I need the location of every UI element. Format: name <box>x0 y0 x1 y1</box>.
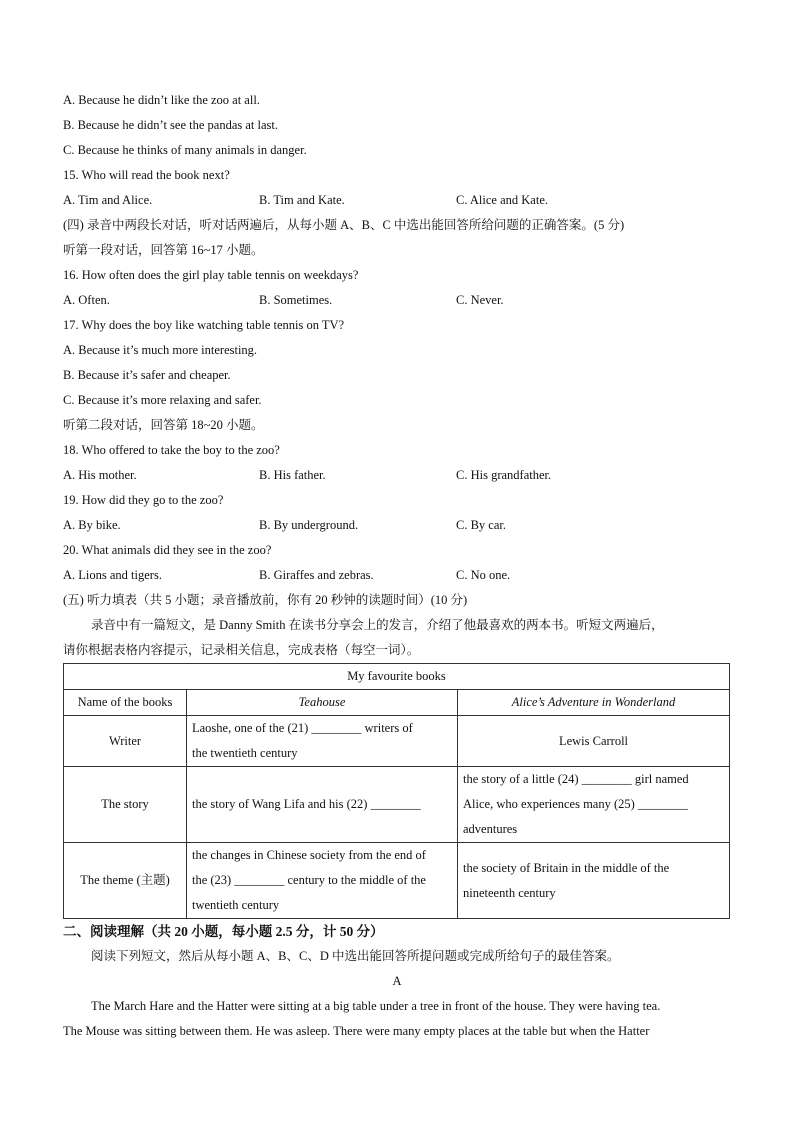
q20-options <box>63 563 731 588</box>
q19-question: 19. How did they go to the zoo? <box>63 493 224 507</box>
theme-teahouse-line1: the changes in Chinese society from the end of <box>192 848 426 862</box>
story-alice-line2: Alice, who experiences many (25) ________ <box>463 797 688 811</box>
q19-option-c: C. By car. <box>456 518 506 532</box>
header-name-of-books: Name of the books <box>64 690 187 716</box>
q17-option-c: C. Because it’s more relaxing and safer. <box>63 393 262 407</box>
theme-alice-line2: nineteenth century <box>463 885 556 900</box>
theme-teahouse-line3: twentieth century <box>192 898 280 912</box>
row-label-story: The story <box>64 767 187 843</box>
passage-label: A <box>392 974 402 988</box>
q15-option-b: B. Tim and Kate. <box>259 193 345 207</box>
writer-teahouse-line1: Laoshe, one of the (21) ________ writers of <box>192 721 413 735</box>
table-row-story <box>64 767 730 843</box>
writer-teahouse <box>187 716 458 767</box>
q18-option-a: A. His mother. <box>63 468 137 482</box>
table-caption: My favourite books <box>64 664 730 690</box>
story-alice <box>458 767 730 843</box>
q17-option-b: B. Because it’s safer and cheaper. <box>63 368 231 382</box>
q19-options <box>63 513 731 538</box>
story-alice-line3: adventures <box>463 822 518 836</box>
q20-option-c: C. No one. <box>456 568 511 582</box>
q17-option-a: A. Because it’s much more interesting. <box>63 343 258 357</box>
q19-option-b: B. By underground. <box>259 518 359 532</box>
writer-alice: Lewis Carroll <box>458 716 730 767</box>
theme-teahouse-line2: the (23) ________ century to the middle of the <box>192 873 426 887</box>
table-row-theme <box>64 843 730 919</box>
dialogue2-intro: 听第二段对话，回答第 18~20 小题。 <box>63 418 264 432</box>
favourite-books-table <box>63 663 730 919</box>
q20-option-b: B. Giraffes and zebras. <box>259 568 374 582</box>
q16-option-b: B. Sometimes. <box>259 293 333 307</box>
theme-alice <box>458 843 730 919</box>
writer-teahouse-line2: the twentieth century <box>192 746 298 760</box>
theme-teahouse <box>187 843 458 919</box>
story-teahouse: the story of Wang Lifa and his (22) ________ <box>187 767 458 843</box>
header-alice: Alice’s Adventure in Wonderland <box>458 690 730 716</box>
table-caption-row <box>64 664 730 690</box>
q16-options <box>63 288 731 313</box>
story-alice-line1: the story of a little (24) ________ girl named <box>463 772 689 786</box>
passage-line-2: The Mouse was sitting between them. He was asleep. There were many empty places at the table but when the Hatter <box>63 1024 650 1038</box>
part5-instructions-2: 请你根据表格内容提示，记录相关信息，完成表格（每空一词）。 <box>63 643 420 657</box>
q18-question: 18. Who offered to take the boy to the zoo? <box>63 443 280 457</box>
part5-instructions-1: 录音中有一篇短文，是 Danny Smith 在读书分享会上的发言，介绍了他最喜欢的两本书。听短文两遍后， <box>91 618 664 632</box>
q18-options <box>63 463 731 488</box>
q16-question: 16. How often does the girl play table tennis on weekdays? <box>63 268 359 282</box>
table-row-writer <box>64 716 730 767</box>
row-label-writer: Writer <box>64 716 187 767</box>
reading-instructions: 阅读下列短文，然后从每小题 A、B、C、D 中选出能回答所提问题或完成所给句子的最佳答案。 <box>91 949 620 963</box>
exam-page <box>63 88 731 1044</box>
q17-question: 17. Why does the boy like watching table tennis on TV? <box>63 318 345 332</box>
dialogue1-intro: 听第一段对话，回答第 16~17 小题。 <box>63 243 264 257</box>
passage-line-1: The March Hare and the Hatter were sitting at a big table under a tree in front of the house. They were having tea. <box>91 999 661 1013</box>
theme-alice-line1: the society of Britain in the middle of the <box>463 860 670 875</box>
q18-option-c: C. His grandfather. <box>456 468 552 482</box>
q14-option-c: C. Because he thinks of many animals in danger. <box>63 143 307 157</box>
q14-option-b: B. Because he didn’t see the pandas at last. <box>63 118 278 132</box>
q15-question: 15. Who will read the book next? <box>63 168 230 182</box>
q16-option-c: C. Never. <box>456 293 504 307</box>
part4-title: (四) 录音中两段长对话，听对话两遍后，从每小题 A、B、C 中选出能回答所给问题的正确答案。(5 分) <box>63 218 625 232</box>
q15-option-c: C. Alice and Kate. <box>456 193 548 207</box>
q16-option-a: A. Often. <box>63 293 110 307</box>
q14-option-a: A. Because he didn’t like the zoo at all. <box>63 93 260 107</box>
table-header-row <box>64 690 730 716</box>
q15-options <box>63 188 731 213</box>
q18-option-b: B. His father. <box>259 468 326 482</box>
header-teahouse: Teahouse <box>187 690 458 716</box>
q20-question: 20. What animals did they see in the zoo? <box>63 543 272 557</box>
part5-title: (五) 听力填表（共 5 小题；录音播放前，你有 20 秒钟的读题时间）(10 分) <box>63 593 468 607</box>
q15-option-a: A. Tim and Alice. <box>63 193 153 207</box>
row-label-theme: The theme (主题) <box>64 843 187 919</box>
q20-option-a: A. Lions and tigers. <box>63 568 162 582</box>
q19-option-a: A. By bike. <box>63 518 121 532</box>
reading-section-title: 二、阅读理解（共 20 小题，每小题 2.5 分，计 50 分） <box>63 924 384 939</box>
